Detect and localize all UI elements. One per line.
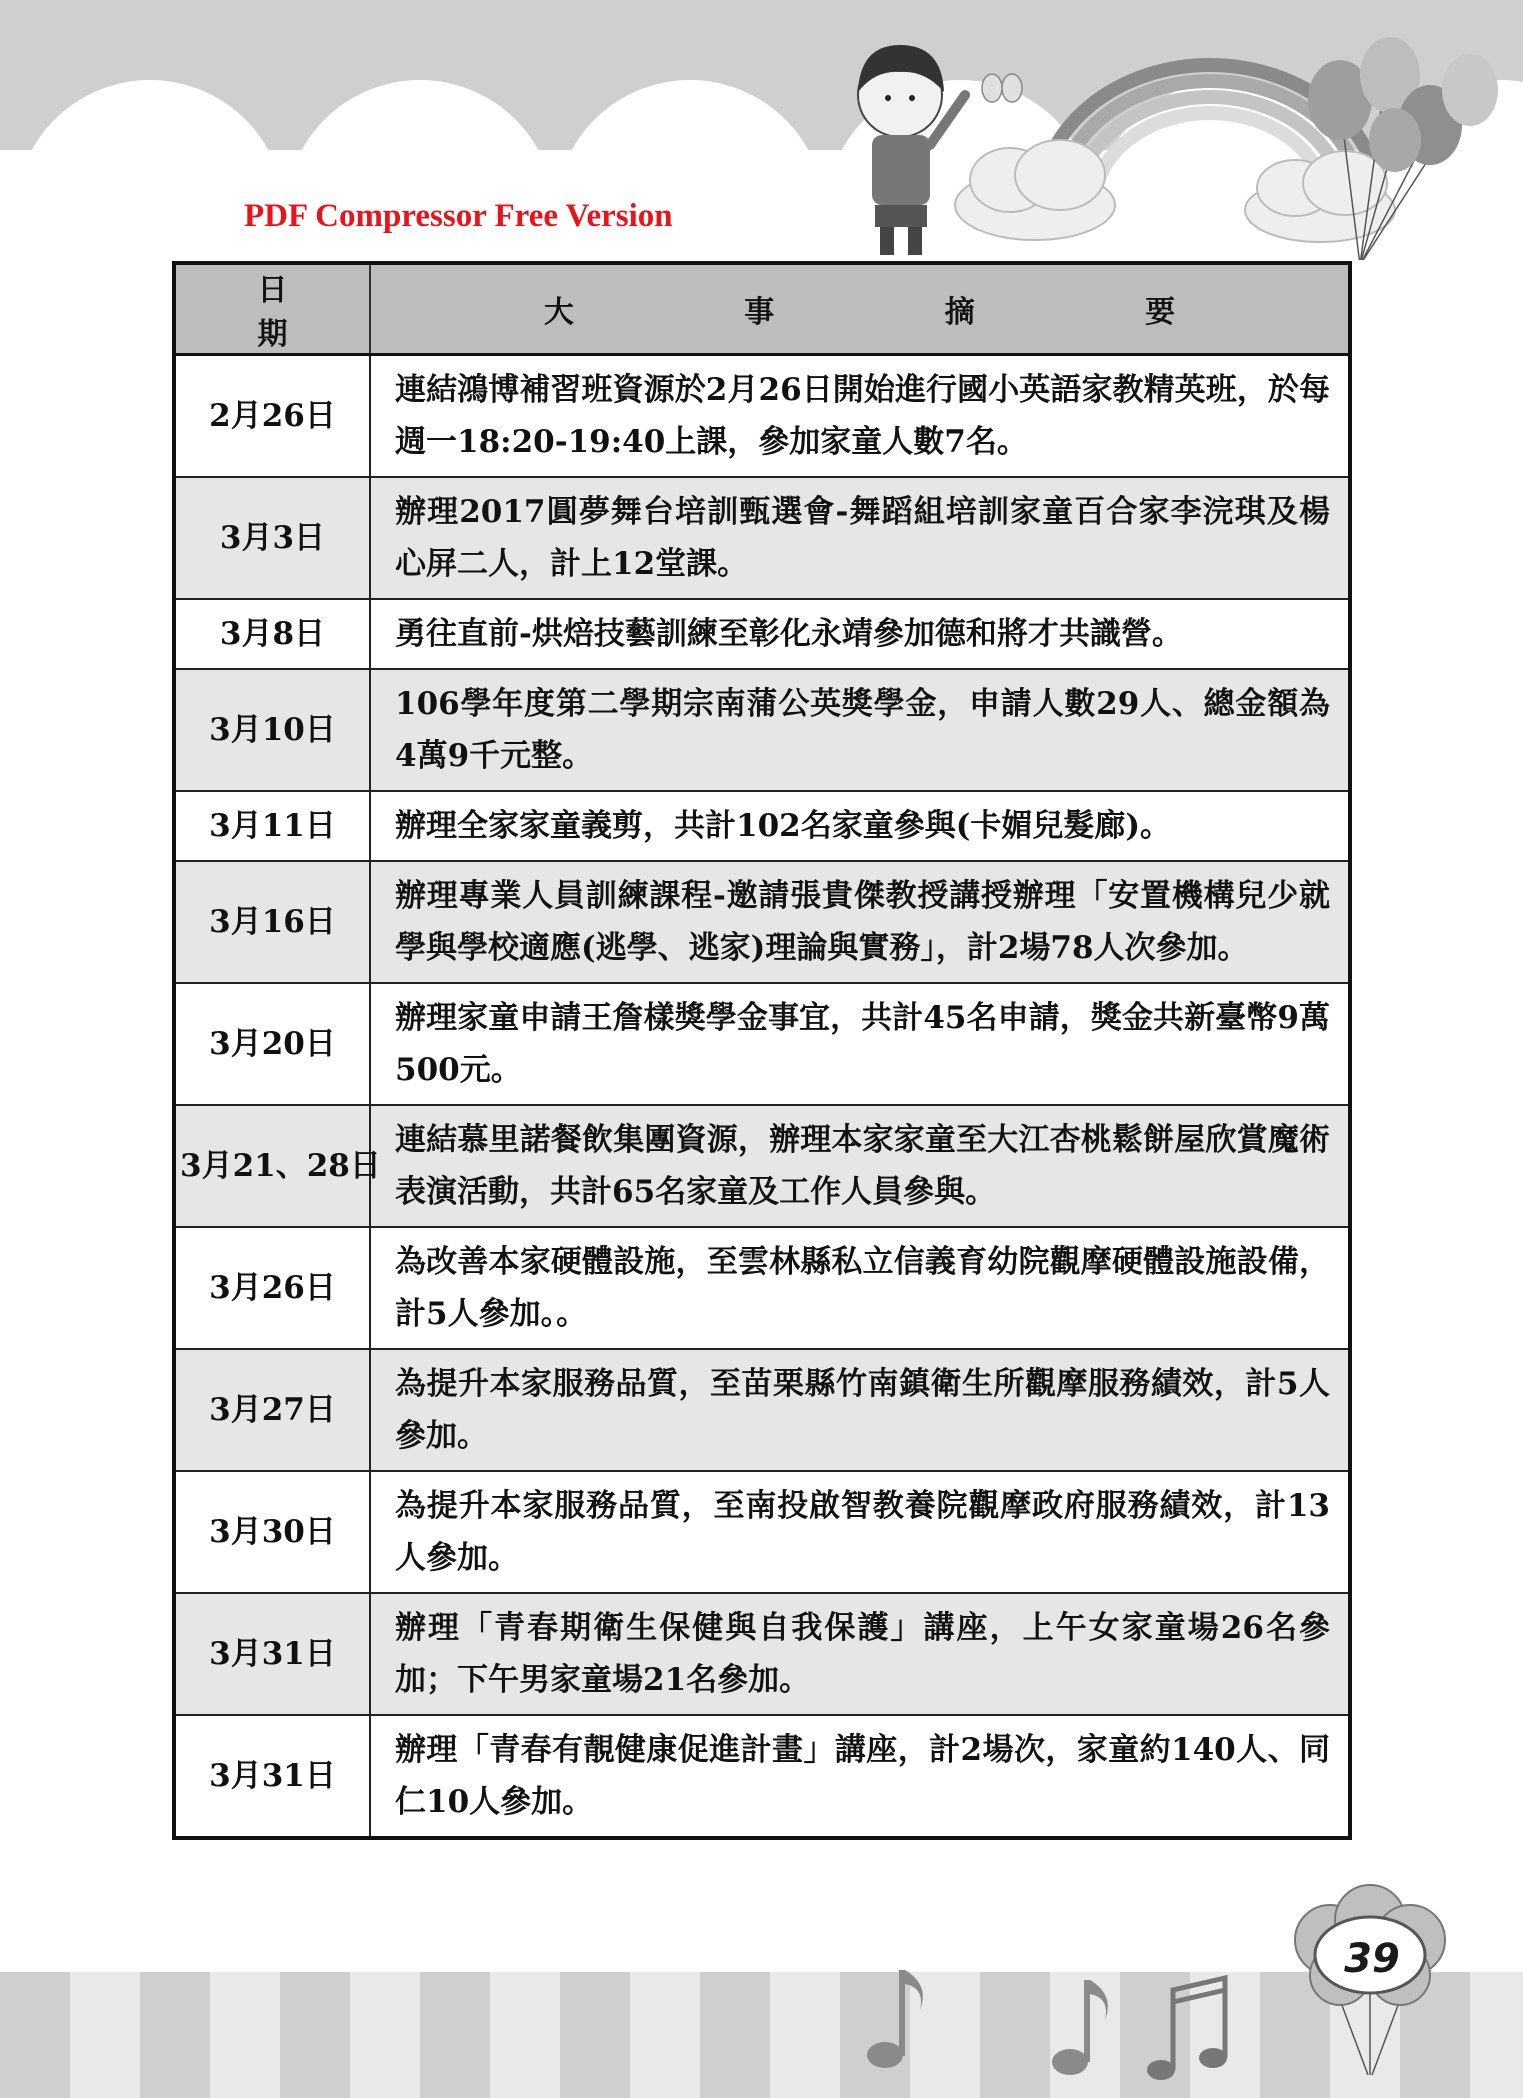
event-date: 3月10日 bbox=[174, 669, 370, 791]
table-row bbox=[174, 1471, 1350, 1593]
top-decoration bbox=[0, 0, 1523, 260]
event-date: 3月21、28日 bbox=[174, 1105, 370, 1227]
header-date: 日 期 bbox=[174, 263, 370, 355]
event-summary: 辦理全家家童義剪，共計102名家童參與(卡媚兒髮廊)。 bbox=[370, 791, 1350, 861]
event-summary: 連結慕里諾餐飲集團資源，辦理本家家童至大江杏桃鬆餅屋欣賞魔術表演活動，共計65名家童及工作人員參與。 bbox=[370, 1105, 1350, 1227]
event-summary: 106學年度第二學期宗南蒲公英獎學金，申請人數29人、總金額為4萬9千元整。 bbox=[370, 669, 1350, 791]
event-summary: 連結鴻博補習班資源於2月26日開始進行國小英語家教精英班，於每週一18:20-19:40上課，參加家童人數7名。 bbox=[370, 355, 1350, 478]
table-row bbox=[174, 477, 1350, 599]
header-summary: 大 事 摘 要 bbox=[370, 263, 1350, 355]
table-row bbox=[174, 1227, 1350, 1349]
event-summary: 勇往直前-烘焙技藝訓練至彰化永靖參加德和將才共識營。 bbox=[370, 599, 1350, 669]
table-body bbox=[174, 355, 1350, 1839]
event-date: 3月8日 bbox=[174, 599, 370, 669]
event-date: 3月30日 bbox=[174, 1471, 370, 1593]
event-date: 2月26日 bbox=[174, 355, 370, 478]
event-date: 3月26日 bbox=[174, 1227, 370, 1349]
table-row bbox=[174, 669, 1350, 791]
event-summary: 辦理專業人員訓練課程-邀請張貴傑教授講授辦理「安置機構兒少就學與學校適應(逃學、逃家)理論與實務」，計2場78人次參加。 bbox=[370, 861, 1350, 983]
table-row bbox=[174, 355, 1350, 478]
event-summary: 辦理「青春有靚健康促進計畫」講座，計2場次，家童約140人、同仁10人參加。 bbox=[370, 1715, 1350, 1838]
event-summary: 辦理家童申請王詹樣獎學金事宜，共計45名申請，獎金共新臺幣9萬500元。 bbox=[370, 983, 1350, 1105]
table-row bbox=[174, 1105, 1350, 1227]
table-row bbox=[174, 791, 1350, 861]
table-row bbox=[174, 1593, 1350, 1715]
event-date: 3月27日 bbox=[174, 1349, 370, 1471]
events-table bbox=[172, 261, 1352, 1840]
event-date: 3月20日 bbox=[174, 983, 370, 1105]
table-row bbox=[174, 861, 1350, 983]
event-date: 3月16日 bbox=[174, 861, 370, 983]
event-summary: 辦理「青春期衛生保健與自我保護」講座，上午女家童場26名參加；下午男家童場21名參加。 bbox=[370, 1593, 1350, 1715]
table-header-row bbox=[174, 263, 1350, 355]
table-row bbox=[174, 1349, 1350, 1471]
event-summary: 為提升本家服務品質，至南投啟智教養院觀摩政府服務績效，計13人參加。 bbox=[370, 1471, 1350, 1593]
watermark-text: PDF Compressor Free Version bbox=[244, 198, 673, 234]
music-notes-illustration bbox=[855, 1950, 1275, 2090]
event-date: 3月31日 bbox=[174, 1593, 370, 1715]
event-date: 3月31日 bbox=[174, 1715, 370, 1838]
event-summary: 為改善本家硬體設施，至雲林縣私立信義育幼院觀摩硬體設施設備，計5人參加。。 bbox=[370, 1227, 1350, 1349]
event-date: 3月3日 bbox=[174, 477, 370, 599]
event-summary: 為提升本家服務品質，至苗栗縣竹南鎮衛生所觀摩服務績效，計5人參加。 bbox=[370, 1349, 1350, 1471]
page-number: 39 bbox=[1344, 1936, 1400, 1982]
event-summary: 辦理2017圓夢舞台培訓甄選會-舞蹈組培訓家童百合家李浣琪及楊心屏二人，計上12堂課。 bbox=[370, 477, 1350, 599]
table-row bbox=[174, 1715, 1350, 1838]
table-row bbox=[174, 599, 1350, 669]
event-date: 3月11日 bbox=[174, 791, 370, 861]
table-row bbox=[174, 983, 1350, 1105]
